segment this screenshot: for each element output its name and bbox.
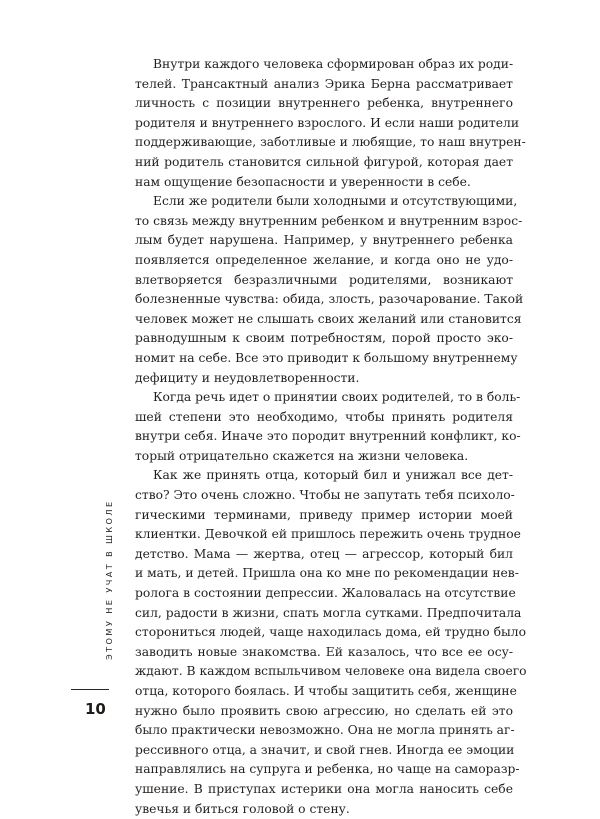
text-line: Когда речь идет о принятии своих родителей, то в боль- xyxy=(153,390,521,405)
text-line: ство? Это очень сложно. Чтобы не запутать тебя психоло- xyxy=(135,488,515,503)
text-line: торый отрицательно скажется на жизни человека. xyxy=(135,448,469,463)
text-line: то связь между внутренним ребенком и внутренним взрос- xyxy=(135,213,523,228)
text-line: равнодушным к своим потребностям, порой просто эко- xyxy=(135,331,513,346)
text-line: ролога в состоянии депрессии. Жаловалась на отсутствие xyxy=(135,586,516,601)
text-line: и мать, и детей. Пришла она ко мне по рекомендации нев- xyxy=(135,566,519,581)
paragraph-4 xyxy=(135,466,527,819)
paragraph-1 xyxy=(135,55,526,192)
paragraph-2 xyxy=(135,192,524,388)
text-line: родителя и внутреннего взрослого. И если наши родители xyxy=(135,115,520,130)
text-line: нам ощущение безопасности и уверенности в себе. xyxy=(135,174,471,189)
text-line: влетворяется безразличными родителями, возникают xyxy=(135,272,513,287)
text-line: личность с позиции внутреннего ребенка, внутреннего xyxy=(135,96,513,111)
text-line: болезненные чувства: обида, злость, разочарование. Такой xyxy=(135,292,524,307)
text-line: человек может не слышать своих желаний или становится xyxy=(135,311,522,326)
text-line: Как же принять отца, который бил и унижал все дет- xyxy=(153,468,513,483)
text-line: сторониться людей, чаще находилась дома, ей трудно было xyxy=(135,625,527,640)
text-line: отца, которого боялась. И чтобы защитить себя, женщине xyxy=(135,684,517,698)
text-line: лым будет нарушена. Например, у внутреннего ребенка xyxy=(135,233,513,248)
body-text xyxy=(135,55,527,819)
text-line: ний родитель становится сильной фигурой, которая дает xyxy=(135,154,513,169)
text-line: ушение. В приступах истерики она могла наносить себе xyxy=(135,781,513,796)
text-line: увечья и биться головой о стену. xyxy=(135,801,350,816)
text-line: нужно было проявить свою агрессию, но сделать ей это xyxy=(135,703,513,718)
text-line: сил, радости в жизни, спать могла сутками. Предпочитала xyxy=(135,605,522,620)
text-line: появляется определенное желание, и когда оно не удо- xyxy=(135,252,513,267)
text-line: рессивного отца, а значит, и свой гнев. Иногда ее эмоции xyxy=(135,742,515,757)
text-line: внутри себя. Иначе это породит внутренний конфликт, ко- xyxy=(135,429,521,444)
text-line: заводить новые знакомства. Ей казалось, что все ее осу- xyxy=(135,644,513,659)
text-line: было практически невозможно. Она не могла принять аг- xyxy=(135,723,515,738)
text-line: направлялись на супруга и ребенка, но чаще на саморазр- xyxy=(135,762,520,777)
text-line: телей. Трансактный анализ Эрика Берна рассматривает xyxy=(135,76,513,91)
text-line: клиентки. Девочкой ей пришлось пережить очень трудное xyxy=(135,527,521,542)
page-number: 10 xyxy=(85,700,106,718)
text-line: детство. Мама — жертва, отец — агрессор, который бил xyxy=(135,546,513,561)
text-line: дефициту и неудовлетворенности. xyxy=(135,370,360,385)
text-line: Если же родители были холодными и отсутствующими, xyxy=(153,194,518,209)
text-line: шей степени это необходимо, чтобы принять родителя xyxy=(135,409,513,424)
text-line: номит на себе. Все это приводит к большому внутреннему xyxy=(135,350,518,365)
folio-rule xyxy=(71,689,109,690)
text-line: гическими терминами, приведу пример истории моей xyxy=(135,507,513,522)
text-line: Внутри каждого человека сформирован образ их роди- xyxy=(153,57,514,71)
text-line: ждают. В каждом вспыльчивом человеке она видела своего xyxy=(135,664,527,679)
text-line: поддерживающие, заботливые и любящие, то наш внутрен- xyxy=(135,135,526,150)
paragraph-3 xyxy=(135,388,521,466)
running-head: ЭТОМУ НЕ УЧАТ В ШКОЛЕ xyxy=(104,499,114,660)
